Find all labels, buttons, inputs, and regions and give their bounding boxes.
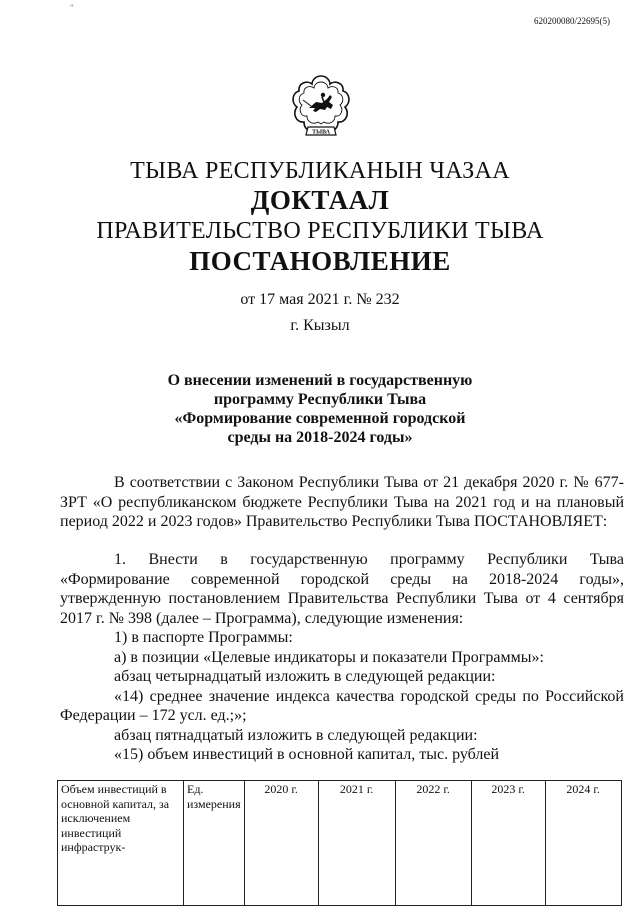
paragraph-15-text: «15) объем инвестиций в основной капитал, тыс. рублей xyxy=(114,746,500,763)
tyva-government-heading: ТЫВА РЕСПУБЛИКАНЫН ЧАЗАА xyxy=(130,158,510,184)
table-cell-2021: 2021 г. xyxy=(318,781,395,906)
document-city: г. Кызыл xyxy=(290,317,350,334)
subject-line-2: программу Республики Тыва xyxy=(213,391,427,408)
table-row xyxy=(58,781,622,906)
table-cell-unit: Ед. измерения xyxy=(184,781,245,906)
subject-line-1: О внесении изменений в государственную xyxy=(167,372,473,389)
investment-table xyxy=(57,780,622,906)
sub-item-1a-text: а) в позиции «Целевые индикаторы и показатели Программы»: xyxy=(114,648,544,666)
paragraph-14-intro: абзац четырнадцатый изложить в следующей редакции: xyxy=(114,668,496,685)
russian-government-heading: ПРАВИТЕЛЬСТВО РЕСПУБЛИКИ ТЫВА xyxy=(96,218,544,244)
table-cell-2020: 2020 г. xyxy=(244,781,318,906)
paragraph-15-intro: абзац пятнадцатый изложить в следующей редакции: xyxy=(114,726,478,744)
table-cell-2023: 2023 г. xyxy=(471,781,545,906)
tuva-emblem-icon xyxy=(289,72,353,148)
subject-line-4: среды на 2018-2024 годы» xyxy=(227,429,413,446)
resolution-body xyxy=(60,550,624,765)
document-number: 620200080/22695(5) xyxy=(534,16,610,26)
russian-document-type: ПОСТАНОВЛЕНИЕ xyxy=(189,246,451,276)
preamble-paragraph xyxy=(60,473,624,532)
paragraph-14-text: «14) среднее значение индекса качества городской среды по Российской Федерации – 172 усл. ед.;»; xyxy=(60,687,624,724)
table-cell-2022: 2022 г. xyxy=(395,781,471,906)
table-cell-indicator: Объем инвестиций в основной капитал, за исключением инвестиций инфраструк- xyxy=(58,781,184,906)
sub-item-1-text: 1) в паспорте Программы: xyxy=(114,629,293,646)
preamble-text: В соответствии с Законом Республики Тыва от 21 декабря 2020 г. № 677-ЗРТ «О республиканском бюджете Республики Тыва на 2021 год и на плановый период 2022 и 2023 годов» Правительство Республики Тыва ПОСТАНОВЛЯЕТ: xyxy=(60,474,624,530)
corner-mark: " xyxy=(70,3,74,13)
tyva-document-type: ДОКТААЛ xyxy=(250,185,390,215)
table-cell-2024: 2024 г. xyxy=(545,781,621,906)
subject-line-3: «Формирование современной городской xyxy=(174,410,466,427)
document-subject xyxy=(0,371,640,447)
svg-text:ТЫВА: ТЫВА xyxy=(312,129,330,136)
document-date: от 17 мая 2021 г. № 232 xyxy=(240,291,400,308)
item-1-text: 1. Внести в государственную программу Республики Тыва «Формирование современной городской среды на 2018-2024 годы», утвержденную постановлением Правительства Республики Тыва от 4 сентября 2017 г. № 398 (далее – Программа), следующие изменения: xyxy=(60,551,624,627)
